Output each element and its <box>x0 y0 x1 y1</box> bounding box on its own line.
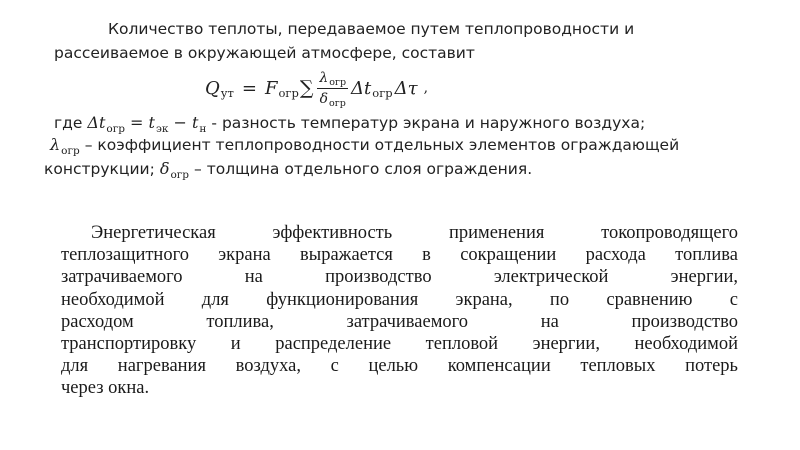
where-line <box>54 113 646 135</box>
delta-symbol: δ <box>159 159 170 178</box>
formula-lambda: λ <box>319 69 329 86</box>
paragraph-line-3: затрачиваемого на производство электрической энергии, <box>61 267 738 288</box>
formula-sum-sign: ∑ <box>299 77 314 99</box>
formula-f: F <box>265 77 278 99</box>
delta-text-b: – толщина отдельного слоя ограждения. <box>194 160 533 178</box>
delta-math <box>159 159 190 181</box>
lambda-line <box>44 135 680 157</box>
paragraph-line-1: Энергетическая эффективность применения токопроводящего <box>91 223 738 243</box>
where-math <box>87 113 207 135</box>
formula-delta-tau: Δτ <box>394 77 418 99</box>
efficiency-paragraph <box>61 222 738 400</box>
lambda-description: – коэффициент теплопроводности отдельных элементов ограждающей <box>84 136 680 154</box>
formula-q-sub: ут <box>220 86 234 100</box>
where-t-ek-sub: эк <box>155 123 169 135</box>
where-description: - разность температур экрана и наружного воздуха; <box>211 114 646 132</box>
formula-f-sub: огр <box>278 86 299 100</box>
paragraph-line-5: расходом топлива, затрачиваемого на производство <box>61 311 738 332</box>
paragraph-line-2: теплозащитного экрана выражается в сокращении расхода топлива <box>61 245 738 266</box>
formula-delta-t-sub: огр <box>372 86 393 100</box>
paragraph-line-7: для нагревания воздуха, с целью компенсации тепловых потерь <box>61 356 738 377</box>
heat-formula <box>205 62 428 114</box>
lambda-math <box>50 135 80 157</box>
top-text-fragment <box>0 0 800 181</box>
lambda-symbol-sub: огр <box>61 145 80 157</box>
formula-delta: δ <box>319 90 329 107</box>
paragraph-line-4: необходимой для функционирования экрана, по сравнению с <box>61 289 738 310</box>
where-t-ek: = t <box>130 113 155 132</box>
delta-line <box>44 159 533 181</box>
delta-symbol-sub: огр <box>170 169 190 181</box>
formula-delta-sub: огр <box>329 97 346 109</box>
intro-line-1: Количество теплоты, передаваемое путем теплопроводности и <box>108 20 635 38</box>
formula-fraction <box>317 70 348 107</box>
paragraph-line-8: через окна. <box>61 378 150 399</box>
where-delta-t: Δt <box>87 113 106 132</box>
where-t-n-sub: н <box>199 123 207 135</box>
delta-text-a: конструкции; <box>44 160 155 178</box>
where-delta-t-sub: огр <box>106 123 125 135</box>
intro-line-2: рассеиваемое в окружающей атмосфере, составит <box>54 44 475 62</box>
formula-lambda-sub: огр <box>329 76 347 88</box>
formula-comma: , <box>423 80 429 96</box>
formula-delta-t: Δt <box>351 77 372 99</box>
lambda-symbol: λ <box>50 135 61 154</box>
paragraph-line-6: транспортировку и распределение тепловой энергии, необходимой <box>61 334 738 355</box>
where-t-n: − t <box>173 113 199 132</box>
formula-equals: = <box>241 77 257 99</box>
where-word: где <box>54 114 83 132</box>
formula-q: Q <box>205 77 220 99</box>
